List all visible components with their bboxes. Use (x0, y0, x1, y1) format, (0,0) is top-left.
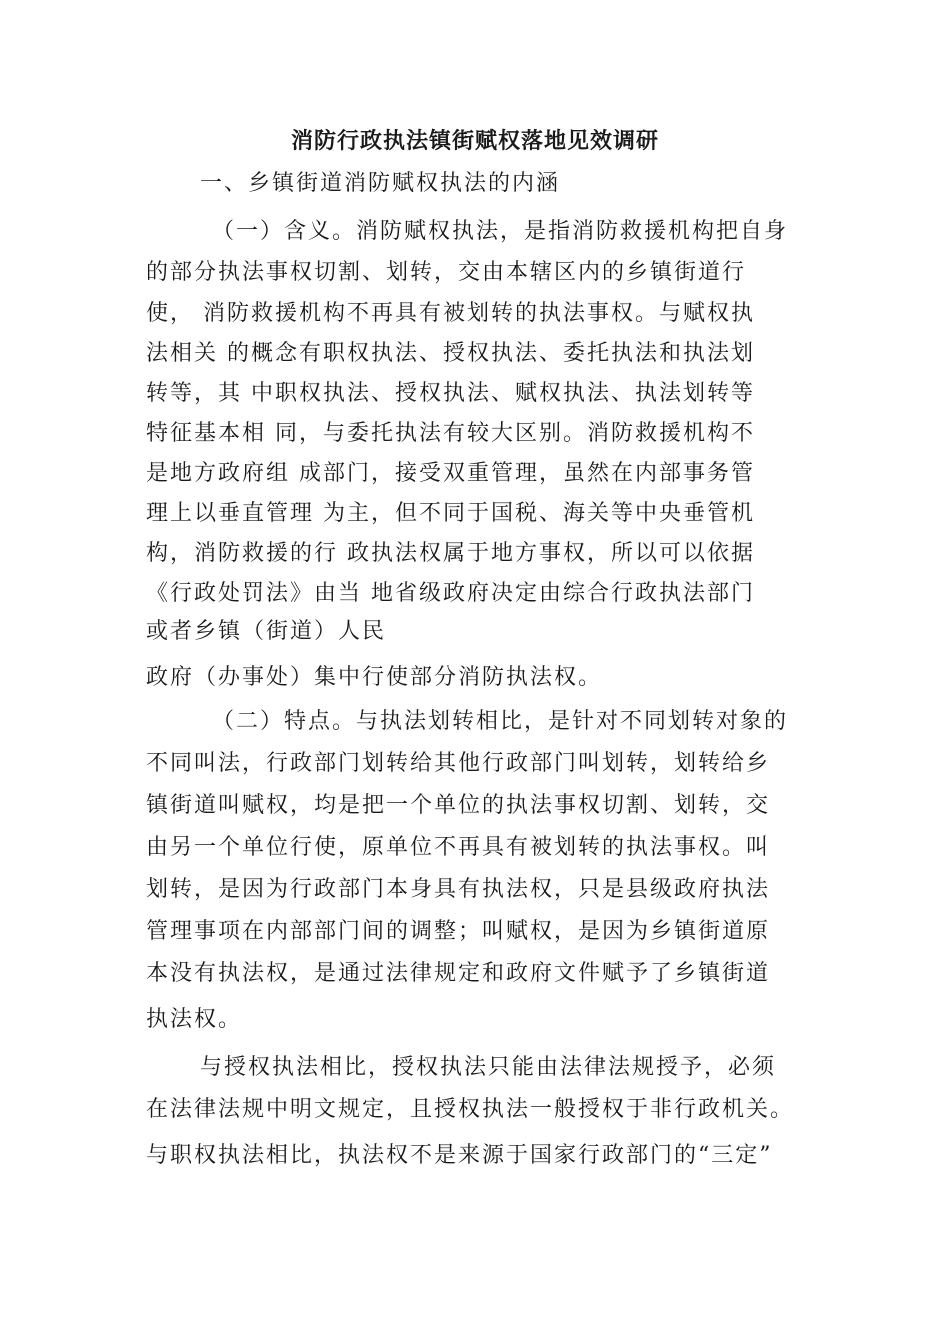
paragraph-line: 本没有执法权，是通过法律规定和政府文件赋予了乡镇街道 (146, 961, 771, 986)
paragraph-line: 与授权执法相比，授权执法只能由法律法规授予，必须 (200, 1055, 777, 1080)
paragraph-line: 理上以垂直管理 为主，但不同于国税、海关等中央垂管机 (146, 501, 755, 526)
paragraph-line: 与职权执法相比，执法权不是来源于国家行政部门的“三定” (146, 1143, 773, 1168)
paragraph-line: 使， 消防救援机构不再具有被划转的执法事权。与赋权执 (146, 301, 755, 326)
paragraph-line: 管理事项在内部部门间的调整；叫赋权，是因为乡镇街道原 (146, 919, 771, 944)
paragraph-line: 的部分执法事权切割、划转，交由本辖区内的乡镇街道行 (146, 260, 747, 285)
paragraph-line: 划转，是因为行政部门本身具有执法权，只是县级政府执法 (146, 877, 771, 902)
paragraph-line: （二）特点。与执法划转相比，是针对不同划转对象的 (212, 709, 789, 734)
paragraph-line: 不同叫法，行政部门划转给其他行政部门叫划转，划转给乡 (146, 751, 771, 776)
paragraph-line: 镇街道叫赋权，均是把一个单位的执法事权切割、划转，交 (146, 793, 771, 818)
paragraph-line: 转等，其 中职权执法、授权执法、赋权执法、执法划转等 (146, 381, 755, 406)
document-title: 消防行政执法镇街赋权落地见效调研 (290, 128, 659, 154)
paragraph-line: 是地方政府组 成部门，接受双重管理，虽然在内部事务管 (146, 461, 755, 486)
paragraph-line: 或者乡镇（街道）人民 (146, 619, 387, 644)
paragraph-line: 构，消防救援的行 政执法权属于地方事权，所以可以依据 (146, 541, 755, 566)
paragraph-line: 特征基本相 同，与委托执法有较大区别。消防救援机构不 (146, 421, 755, 446)
paragraph-line: 《行政处罚法》由当 地省级政府决定由综合行政执法部门 (146, 581, 755, 606)
paragraph-line: （一）含义。消防赋权执法，是指消防救援机构把自身 (212, 219, 789, 244)
paragraph-line: 政府（办事处）集中行使部分消防执法权。 (146, 665, 603, 690)
paragraph-line: 法相关 的概念有职权执法、授权执法、委托执法和执法划 (146, 341, 755, 366)
paragraph-line: 执法权。 (146, 1007, 243, 1032)
paragraph-line: 在法律法规中明文规定，且授权执法一般授权于非行政机关。 (146, 1097, 795, 1122)
paragraph-line: 由另一个单位行使，原单位不再具有被划转的执法事权。叫 (146, 835, 771, 860)
section-heading: 一、乡镇街道消防赋权执法的内涵 (200, 171, 561, 196)
